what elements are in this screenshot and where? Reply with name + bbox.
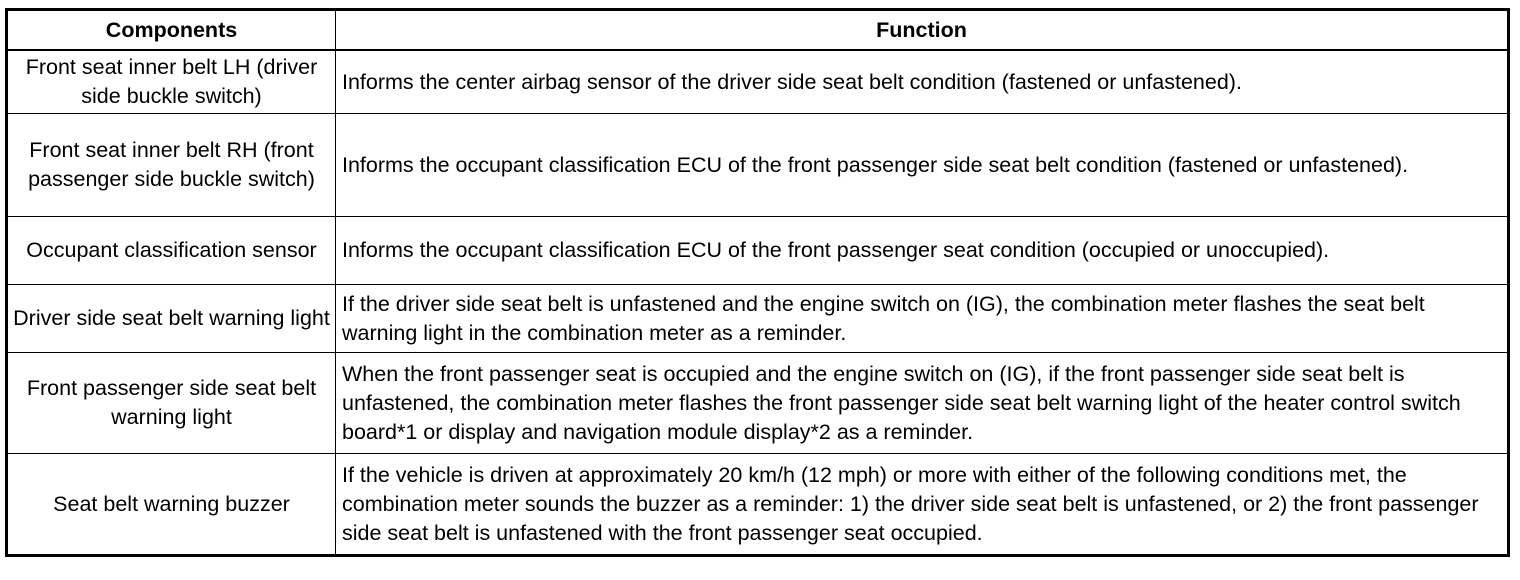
table-row (7, 114, 1509, 217)
component-cell: Seat belt warning buzzer (7, 454, 336, 556)
function-cell: When the front passenger seat is occupied and the engine switch on (IG), if the front passenger side seat belt is unfastened, the combination meter flashes the front passenger side seat belt warning light of the heater control switch board*1 or display and navigation module display*2 as a reminder. (336, 353, 1509, 454)
component-cell: Front seat inner belt LH (driver side buckle switch) (7, 50, 336, 114)
function-cell: Informs the center airbag sensor of the driver side seat belt condition (fastened or unfastened). (336, 50, 1509, 114)
table-row (7, 50, 1509, 114)
table-row (7, 454, 1509, 556)
function-cell: Informs the occupant classification ECU of the front passenger side seat belt condition (fastened or unfastened). (336, 114, 1509, 217)
component-cell: Occupant classification sensor (7, 217, 336, 285)
function-cell: Informs the occupant classification ECU of the front passenger seat condition (occupied or unoccupied). (336, 217, 1509, 285)
component-cell: Front passenger side seat belt warning light (7, 353, 336, 454)
components-function-table (5, 8, 1510, 557)
table-row (7, 353, 1509, 454)
table-row (7, 217, 1509, 285)
header-row (7, 10, 1509, 51)
table-row (7, 285, 1509, 353)
function-cell: If the driver side seat belt is unfastened and the engine switch on (IG), the combination meter flashes the seat belt warning light in the combination meter as a reminder. (336, 285, 1509, 353)
header-function: Function (336, 10, 1509, 51)
component-cell: Driver side seat belt warning light (7, 285, 336, 353)
header-components: Components (7, 10, 336, 51)
function-cell: If the vehicle is driven at approximately 20 km/h (12 mph) or more with either of the following conditions met, the combination meter sounds the buzzer as a reminder: 1) the driver side seat belt is unfastened, or 2) the front passenger side seat belt is unfastened with the front passenger seat occupied. (336, 454, 1509, 556)
component-cell: Front seat inner belt RH (front passenger side buckle switch) (7, 114, 336, 217)
